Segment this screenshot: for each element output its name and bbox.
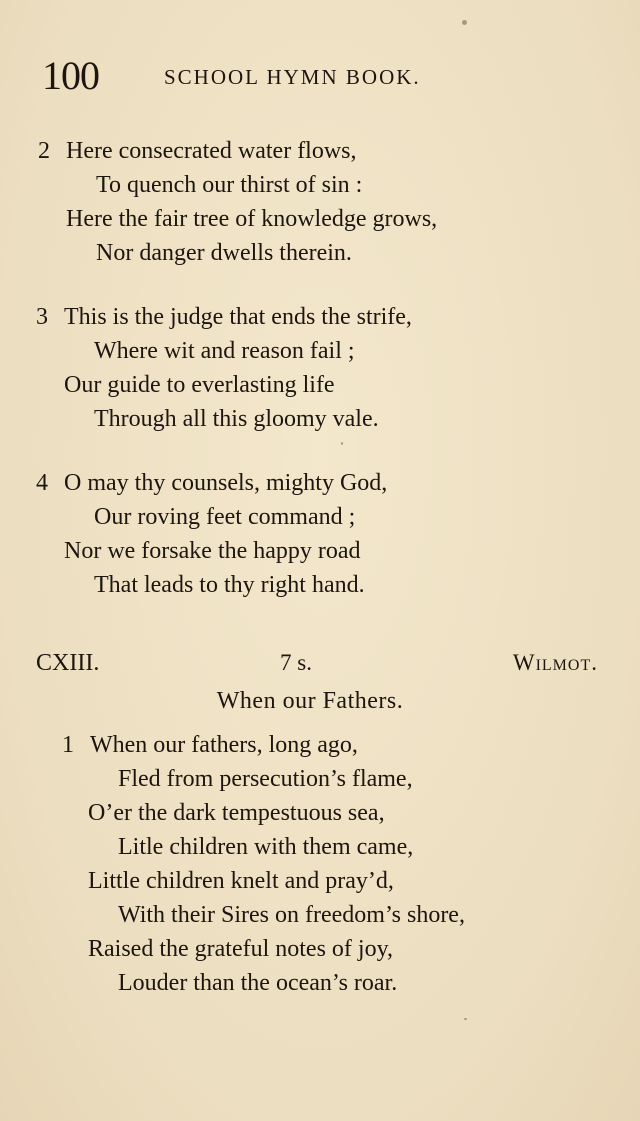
- verse-number: 1: [62, 732, 74, 758]
- paper-speck: [341, 442, 343, 445]
- verse-line: Fled from persecution’s flame,: [118, 766, 413, 792]
- verse-line: Our roving feet command ;: [94, 504, 356, 530]
- hymn-heading: [36, 646, 598, 680]
- verse-line: That leads to thy right hand.: [94, 572, 365, 598]
- verse-line: This is the judge that ends the strife,: [64, 304, 412, 330]
- verse-line: Nor we forsake the happy road: [64, 538, 361, 564]
- verse-line: Our guide to everlasting life: [64, 372, 335, 398]
- verse-line: Here the fair tree of knowledge grows,: [66, 206, 438, 232]
- verse-line: Where wit and reason fail ;: [94, 338, 355, 364]
- verse-line: Here consecrated water flows,: [66, 138, 357, 164]
- running-title: SCHOOL HYMN BOOK.: [164, 65, 421, 89]
- verse-line: O may thy counsels, mighty God,: [64, 470, 388, 496]
- verse-number: 3: [36, 304, 48, 330]
- hymn-title: When our Fathers.: [216, 688, 404, 714]
- verse-line: To quench our thirst of sin :: [96, 172, 363, 198]
- hymn-meter: 7 s.: [280, 650, 312, 675]
- verse-number: 2: [38, 138, 50, 164]
- paper-speck: [464, 1018, 467, 1020]
- verse-line: Louder than the ocean’s roar.: [118, 970, 398, 996]
- page-header: [42, 52, 602, 102]
- hymn-number: CXIII.: [36, 650, 100, 676]
- paper-speck: [462, 20, 467, 25]
- verse-line: When our fathers, long ago,: [90, 732, 358, 758]
- verse-line: Raised the grateful notes of joy,: [88, 936, 394, 962]
- verse-line: Little children knelt and pray’d,: [88, 868, 394, 894]
- verse-line: O’er the dark tempestuous sea,: [88, 800, 385, 826]
- verse-line: Through all this gloomy vale.: [94, 406, 379, 432]
- verse-line: Litle children with them came,: [118, 834, 414, 860]
- verse-line: Nor danger dwells therein.: [96, 240, 352, 266]
- hymn-tune: Wilmot.: [512, 650, 598, 675]
- verse-line: With their Sires on freedom’s shore,: [118, 902, 465, 928]
- page-number: 100: [42, 53, 99, 98]
- verse-number: 4: [36, 470, 48, 496]
